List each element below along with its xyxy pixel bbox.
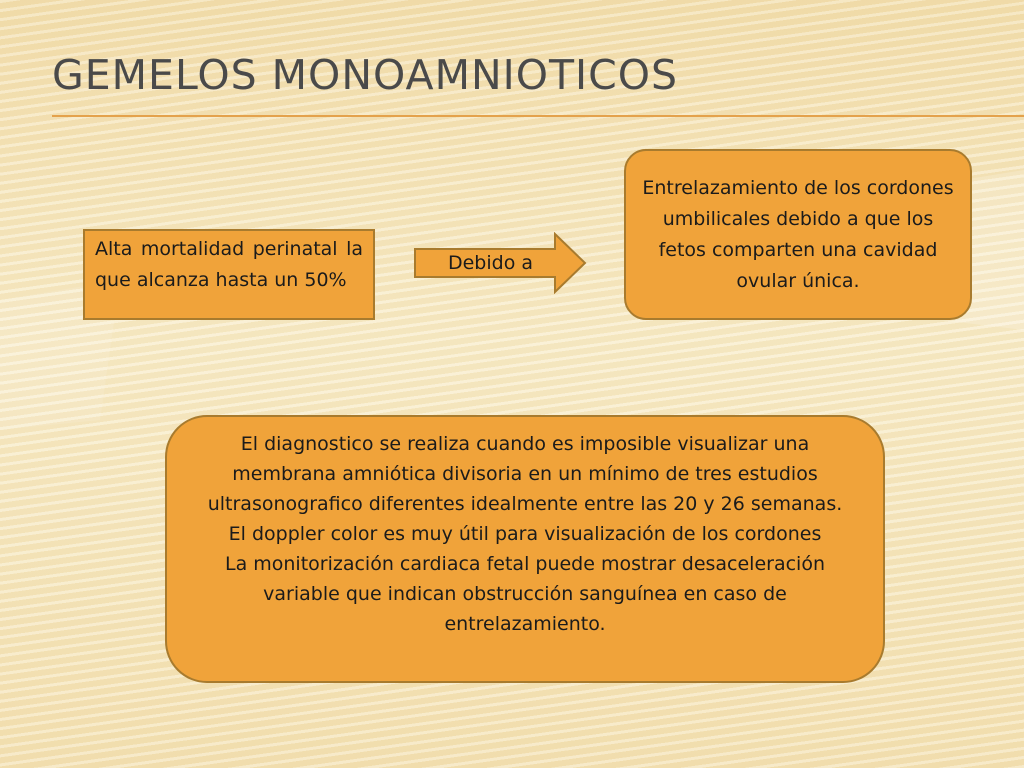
arrow-label: Debido a [447,252,534,274]
diagnosis-paragraph: El diagnostico se realiza cuando es imposible visualizar una membrana amniótica divisoria en un mínimo de tres estudios ultrasonografico diferentes idealmente entre las 20 y 26 semanas. [207,433,843,515]
diagnosis-box [165,415,885,683]
title-underline [52,115,1024,117]
slide-title: GEMELOS MONOAMNIOTICOS [52,51,679,99]
monitoring-paragraph: La monitorización cardiaca fetal puede mostrar desaceleración variable que indican obstrucción sanguínea en caso de entrelazamiento. [224,553,825,635]
cord-entanglement-box: Entrelazamiento de los cordones umbilicales debido a que los fetos comparten una cavidad ovular única. [624,149,972,320]
doppler-paragraph: El doppler color es muy útil para visualización de los cordones [228,523,822,545]
debido-a-arrow [413,232,587,294]
mortality-box: Alta mortalidad perinatal la que alcanza hasta un 50% [83,229,375,320]
